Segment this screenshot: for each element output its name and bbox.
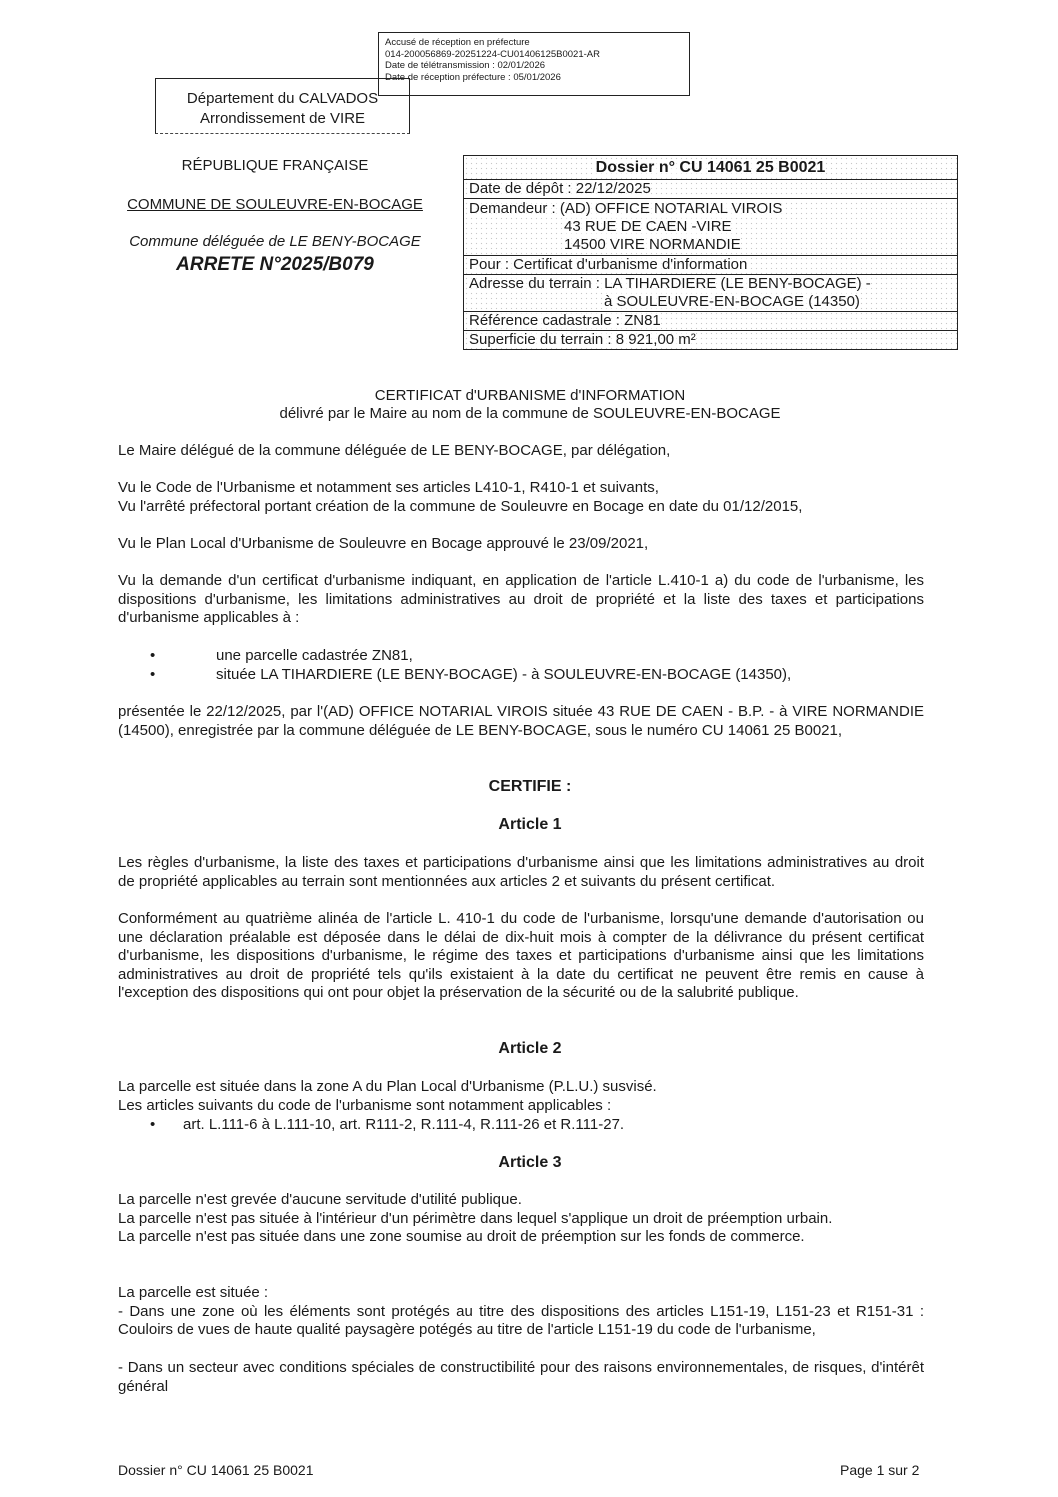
vu-paragraph-1	[118, 479, 924, 516]
dossier-box	[463, 155, 958, 350]
stamp-line: Date de télétransmission : 02/01/2026	[385, 60, 546, 71]
superficie-text: Superficie du terrain : 8 921,00 m²	[469, 331, 696, 348]
bullet-icon: •	[150, 666, 156, 683]
intro-paragraph: Le Maire délégué de la commune déléguée de LE BENY-BOCAGE, par délégation,	[118, 442, 671, 459]
commune-deleguee: Commune déléguée de LE BENY-BOCAGE	[129, 233, 421, 250]
dossier-reference	[464, 312, 957, 331]
article-3-line4: La parcelle est située :	[118, 1284, 269, 1301]
article-2-heading: Article 2	[498, 1040, 562, 1057]
dossier-date-depot	[464, 180, 957, 199]
vu-arrete: Vu l'arrêté préfectoral portant création de la commune de Souleuvre en Bocage en date du 01/12/2015,	[118, 497, 803, 515]
article-2-line2: Les articles suivants du code de l'urbanisme sont notamment applicables :	[118, 1096, 612, 1114]
article-1-paragraph-1: Les règles d'urbanisme, la liste des taxes et participations d'urbanisme ainsi que les limitations administratives au droit de propriété applicables au terrain sont mentionnées aux articles 2 et suivants du présent certificat.	[118, 854, 924, 890]
article-3-line5: - Dans une zone où les éléments sont protégés au titre des dispositions des articles L151-19, L151-23 et R151-31 : Couloirs de vues de haute qualité paysagère potégés au titre de l'article L151-19 du code de l'urbanisme,	[118, 1302, 924, 1338]
page-number: Page 1 sur 2	[840, 1462, 920, 1478]
department-name: Département du CALVADOS	[186, 90, 379, 107]
dossier-title-text: Dossier n° CU 14061 25 B0021	[595, 159, 826, 176]
vu-demande: Vu la demande d'un certificat d'urbanisme indiquant, en application de l'article L.410-1 a) du code de l'urbanisme, les dispositions d'urbanisme, les limitations administratives au droit de propriété et la liste des taxes et participations d'urbanisme applicables à :	[118, 572, 924, 626]
demandeur-street: 43 RUE DE CAEN -VIRE	[564, 218, 732, 235]
bullet-text: une parcelle cadastrée ZN81,	[216, 647, 413, 664]
date-depot-text: Date de dépôt : 22/12/2025	[469, 180, 651, 197]
article-3-line1: La parcelle n'est grevée d'aucune servitude d'utilité publique.	[118, 1191, 522, 1208]
demandeur-city: 14500 VIRE NORMANDIE	[564, 236, 741, 253]
vu-code: Vu le Code de l'Urbanisme et notamment ses articles L410-1, R410-1 et suivants,	[118, 479, 659, 496]
certificate-title-line2: délivré par le Maire au nom de la commune de SOULEUVRE-EN-BOCAGE	[279, 405, 781, 422]
article-3-text	[118, 1191, 924, 1247]
article-3-situation	[118, 1284, 924, 1340]
article-1-heading: Article 1	[498, 816, 562, 833]
commune-heading: COMMUNE DE SOULEUVRE-EN-BOCAGE	[127, 196, 423, 213]
footer-dossier: Dossier n° CU 14061 25 B0021	[118, 1462, 314, 1478]
article-2-line1: La parcelle est située dans la zone A du Plan Local d'Urbanisme (P.L.U.) susvisé.	[118, 1078, 657, 1095]
adresse-line1: Adresse du terrain : LA TIHARDIERE (LE BENY-BOCAGE) -	[469, 275, 871, 292]
republique-heading: RÉPUBLIQUE FRANÇAISE	[181, 157, 369, 174]
stamp-line: Date de réception préfecture : 05/01/2026	[385, 71, 561, 83]
vu-plu: Vu le Plan Local d'Urbanisme de Souleuvre en Bocage approuvé le 23/09/2021,	[118, 535, 649, 552]
certifie-heading: CERTIFIE :	[488, 778, 572, 795]
article-3-line3: La parcelle n'est pas située dans une zone soumise au droit de préemption sur les fonds de commerce.	[118, 1228, 805, 1245]
arrete-number: ARRETE N°2025/B079	[176, 254, 374, 275]
article-3-heading: Article 3	[498, 1154, 562, 1171]
demandeur-name: Demandeur : (AD) OFFICE NOTARIAL VIROIS	[469, 200, 783, 217]
article-2-text	[118, 1078, 924, 1115]
dossier-adresse	[464, 275, 957, 312]
presentee-paragraph: présentée le 22/12/2025, par l'(AD) OFFICE NOTARIAL VIROIS située 43 RUE DE CAEN - B.P. - à VIRE NORMANDIE (14500), enregistrée par la commune déléguée de LE BENY-BOCAGE, sous le numéro CU 14061 25 B0021,	[118, 703, 924, 739]
adresse-line2: à SOULEUVRE-EN-BOCAGE (14350)	[604, 293, 860, 310]
dossier-superficie	[464, 331, 957, 349]
pour-text: Pour : Certificat d'urbanisme d'information	[469, 256, 748, 273]
reference-text: Référence cadastrale : ZN81	[469, 312, 661, 329]
stamp-line: Accusé de réception en préfecture	[385, 37, 530, 48]
arrondissement-name: Arrondissement de VIRE	[199, 110, 366, 127]
bullet-icon: •	[150, 1116, 156, 1133]
department-box	[155, 78, 410, 134]
article-3-line2: La parcelle n'est pas située à l'intérieur d'un périmètre dans lequel s'applique un droit de préemption urbain.	[118, 1209, 833, 1227]
prefecture-stamp	[378, 32, 690, 96]
dossier-title	[464, 156, 957, 180]
bullet-text: située LA TIHARDIERE (LE BENY-BOCAGE) - à SOULEUVRE-EN-BOCAGE (14350),	[216, 666, 792, 683]
bullet-text: art. L.111-6 à L.111-10, art. R111-2, R.111-4, R.111-26 et R.111-27.	[183, 1116, 625, 1133]
article-1-paragraph-2: Conformément au quatrième alinéa de l'article L. 410-1 du code de l'urbanisme, lorsqu'une demande d'autorisation ou une déclaration préalable est déposée dans le délai de dix-huit mois à compter de la délivrance du présent certificat d'urbanisme, les dispositions d'urbanisme, le régime des taxes et participations d'urbanisme ainsi que les limitations administratives au droit de propriété tels qu'ils existaient à la date du certificat ne peuvent être remis en cause à l'exception des dispositions qui ont pour objet la préservation de la sécurité ou de la salubrité publique.	[118, 910, 924, 1001]
dossier-demandeur	[464, 199, 957, 256]
stamp-line: 014-200056869-20251224-CU01406125B0021-AR	[385, 48, 600, 60]
article-3-line6: - Dans un secteur avec conditions spéciales de constructibilité pour des raisons environnementales, de risques, d'intérêt général	[118, 1359, 924, 1395]
certificate-title-line1: CERTIFICAT d'URBANISME d'INFORMATION	[374, 387, 686, 404]
dossier-pour	[464, 256, 957, 275]
bullet-icon: •	[150, 647, 156, 664]
certificate-title	[60, 387, 1000, 423]
